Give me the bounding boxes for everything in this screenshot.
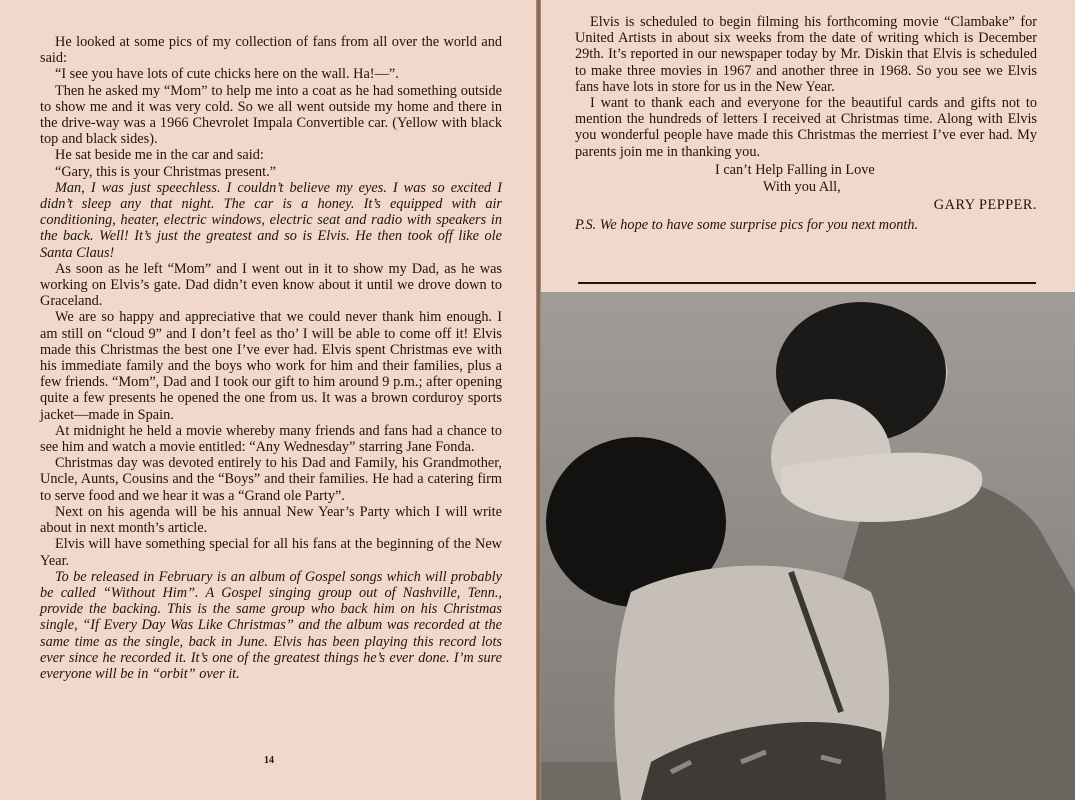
kiss-photo-icon: [541, 292, 1075, 800]
left_page-paragraph: He looked at some pics of my collection of fans from all over the world and said:: [40, 34, 502, 67]
left_page-paragraph: Then he asked my “Mom” to help me into a coat as he had something outside to show me and it was very cold. So we all went outside my home and there in the drive-way was a 1966 Chevrolet Impala Convertible car. (Yellow with black top and black sides).: [40, 82, 502, 148]
right_page-paragraph: Elvis is scheduled to begin filming his forthcoming movie “Clambake” for United Artists in about six weeks from the date of writing which is December 29th. It’s reported in our newspaper today by Mr. Diskin that Elvis is scheduled to make three movies in 1967 and another three in 1968. So you see we Elvis fans have lots in store for us in the New Year.: [575, 14, 1037, 95]
left_page-paragraph: To be released in February is an album of Gospel songs which will probably be called “Without Him”. A Gospel singing group out of Nashville, Tenn., provide the backing. This is the same group who back him on his Christmas single, “If Every Day Was Like Christmas” and the album was recorded at the same time as the single, back in June. Elvis has been playing this record lots ever since he recorded it. It’s one of the greatest things he’s ever done. I’m sure everyone will be in “orbit” over it.: [40, 568, 502, 682]
left_page-paragraph: “Gary, this is your Christmas present.”: [55, 163, 277, 180]
left_page-paragraph: Christmas day was devoted entirely to his Dad and Family, his Grandmother, Uncle, Aunts, Cousins and the “Boys” and their families. He had a catering firm to serve food and we hear it was a “Grand ole Party”.: [40, 455, 502, 504]
left_page-paragraph: He sat beside me in the car and said:: [55, 147, 264, 164]
right-article-text: [575, 14, 1037, 160]
left_page-paragraph: We are so happy and appreciative that we could never thank him enough. I am still on “cloud 9” and I don’t feel as tho’ I will be able to come off it! Elvis made this Christmas the best one I’ve ever had. Elvis spent Christmas eve with his immediate family and the boys who work for him and their families, plus a few friends. “Mom”, Dad and I took our gift to him around 9 p.m.; after opening quite a few presents he opened the one from us. It was a brown corduroy sports jacket—made in Spain.: [40, 309, 502, 423]
left_page-paragraph: “I see you have lots of cute chicks here on the wall. Ha!—”.: [55, 66, 399, 83]
closing-line: I can’t Help Falling in Love: [715, 161, 875, 178]
left_page-paragraph: Man, I was just speechless. I couldn’t believe my eyes. I was so excited I didn’t sleep any that night. The car is a honey. It’s equipped with air conditioning, heater, electric windows, electric seat and radio with speakers in the back. Well! It’s just the greatest and so is Elvis. He then took off like ole Santa Claus!: [40, 179, 502, 261]
left_page-paragraph: As soon as he left “Mom” and I went out in it to show my Dad, as he was working on Elvis’s gate. Dad didn’t even know about it until we drove down to Graceland.: [40, 260, 502, 310]
signature: GARY PEPPER.: [933, 196, 1037, 213]
closing-salutation: With you All,: [763, 179, 841, 196]
postscript: P.S. We hope to have some surprise pics for you next month.: [575, 217, 919, 234]
left_page-paragraph: Next on his agenda will be his annual New Year’s Party which I will write about in next month’s article.: [40, 503, 502, 537]
page-number: 14: [264, 755, 274, 766]
left_page-paragraph: Elvis will have something special for all his fans at the beginning of the New Year.: [40, 536, 502, 569]
section-divider: [578, 282, 1036, 284]
letter-closing: [575, 162, 1037, 215]
left-article-text: [40, 34, 502, 682]
left-page: [0, 0, 536, 800]
left_page-paragraph: At midnight he held a movie whereby many friends and fans had a chance to see him and watch a movie entitled: “Any Wednesday” starring Jane Fonda.: [40, 422, 502, 456]
right_page-paragraph: I want to thank each and everyone for the beautiful cards and gifts not to mention the hundreds of letters I received at Christmas time. Along with Elvis you wonderful people have made this Christmas the merriest I’ve ever had. My parents join me in thanking you.: [575, 95, 1037, 160]
